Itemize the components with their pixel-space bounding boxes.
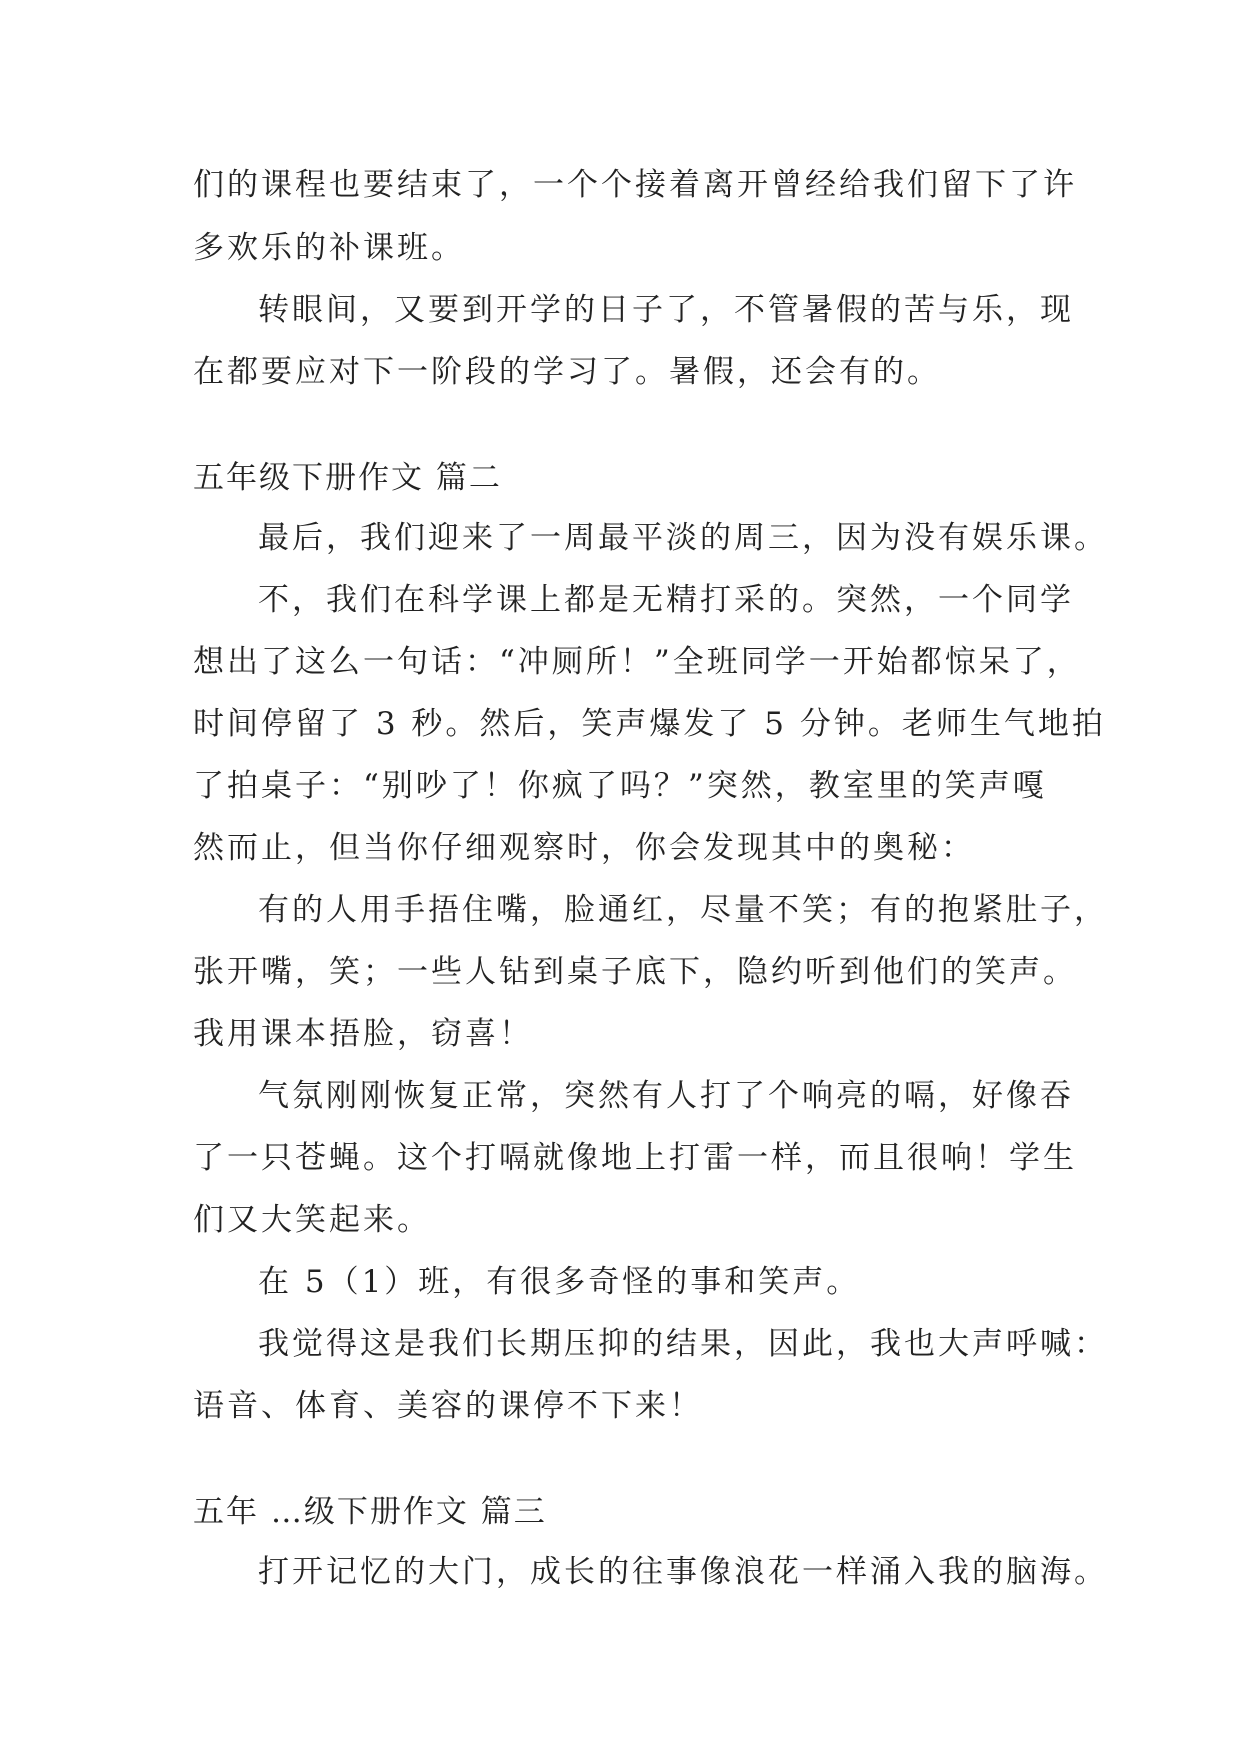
paragraph-line: 多欢乐的补课班。 [193, 230, 465, 266]
section-heading: 五年级下册作文 篇二 [193, 460, 502, 496]
paragraph-line: 张开嘴，笑；一些人钻到桌子底下，隐约听到他们的笑声。 [193, 954, 1077, 990]
paragraph-line: 打开记忆的大门，成长的往事像浪花一样涌入我的脑海。 [258, 1554, 1108, 1590]
paragraph-line: 们又大笑起来。 [193, 1202, 431, 1238]
paragraph-line: 们的课程也要结束了，一个个接着离开曾经给我们留下了许 [193, 167, 1077, 203]
paragraph-line: 气氛刚刚恢复正常，突然有人打了个响亮的嗝，好像吞 [258, 1078, 1074, 1114]
paragraph-line: 想出了这么一句话：“冲厕所！”全班同学一开始都惊呆了， [193, 644, 1081, 680]
paragraph-line: 有的人用手捂住嘴，脸通红，尽量不笑；有的抱紧肚子， [258, 892, 1108, 928]
paragraph-line: 在都要应对下一阶段的学习了。暑假，还会有的。 [193, 354, 941, 390]
paragraph-line: 了一只苍蝇。这个打嗝就像地上打雷一样，而且很响！学生 [193, 1140, 1077, 1176]
paragraph-line: 不，我们在科学课上都是无精打采的。突然，一个同学 [258, 582, 1074, 618]
paragraph-line: 时间停留了 3 秒。然后，笑声爆发了 5 分钟。老师生气地拍 [193, 706, 1106, 742]
paragraph-line: 在 5（1）班，有很多奇怪的事和笑声。 [258, 1264, 861, 1300]
paragraph-line: 语音、体育、美容的课停不下来！ [193, 1388, 703, 1424]
paragraph-line: 最后，我们迎来了一周最平淡的周三，因为没有娱乐课。 [258, 520, 1108, 556]
section-heading: 五年 …级下册作文 篇三 [193, 1494, 547, 1530]
paragraph-line: 然而止，但当你仔细观察时，你会发现其中的奥秘： [193, 830, 975, 866]
paragraph-line: 了拍桌子：“别吵了！你疯了吗？”突然，教室里的笑声嘎 [193, 768, 1047, 804]
paragraph-line: 我觉得这是我们长期压抑的结果，因此，我也大声呼喊： [258, 1326, 1108, 1362]
paragraph-line: 转眼间，又要到开学的日子了，不管暑假的苦与乐，现 [258, 292, 1074, 328]
paragraph-line: 我用课本捂脸，窃喜！ [193, 1016, 533, 1052]
